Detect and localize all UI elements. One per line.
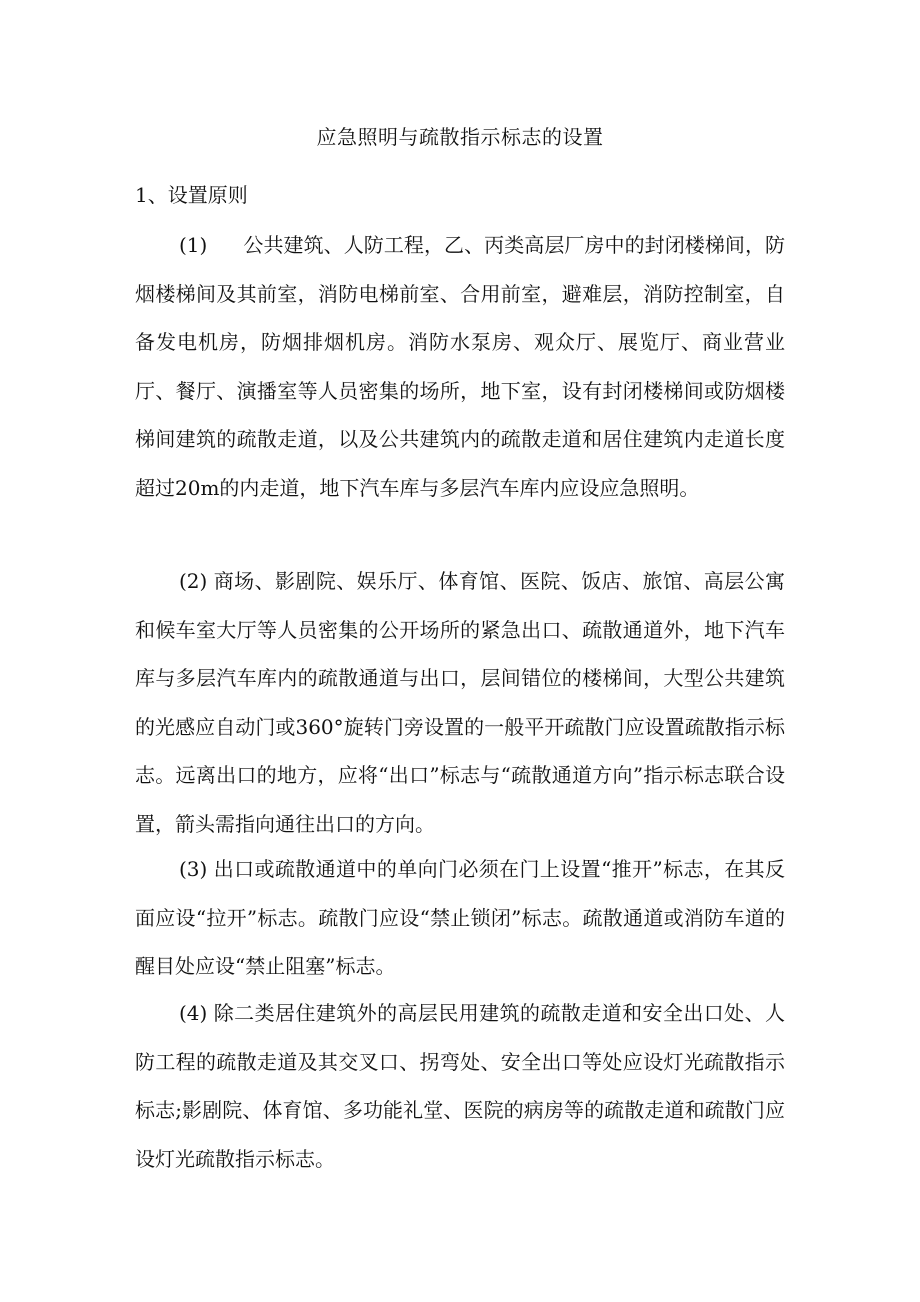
paragraph-number: (3) (179, 857, 208, 881)
paragraph-1 (135, 221, 785, 513)
paragraph-number: (2) (179, 569, 208, 593)
paragraph-3 (135, 845, 785, 991)
paragraph-text: 出口或疏散通道中的单向门必须在门上设置“推开”标志，在其反面应设“拉开”标志。疏散门应设“禁止锁闭”标志。疏散通道或消防车道的醒目处应设“禁止阻塞”标志。 (135, 857, 785, 979)
document-title: 应急照明与疏散指示标志的设置 (316, 125, 604, 149)
paragraph-text: 商场、影剧院、娱乐厅、体育馆、医院、饭店、旅馆、高层公寓和候车室大厅等人员密集的公开场所的紧急出口、疏散通道外，地下汽车库与多层汽车库内的疏散通道与出口，层间错位的楼梯间，大型公共建筑的光感应自动门或360°旋转门旁设置的一般平开疏散门应设置疏散指示标志。远离出口的地方，应将“出口”标志与“疏散通道方向”指示标志联合设置，箭头需指向通往出口的方向。 (135, 569, 785, 836)
section-heading: 1、设置原则 (135, 183, 248, 207)
paragraph-number: (1) (179, 233, 208, 257)
paragraph-2 (135, 557, 785, 849)
paragraph-4 (135, 989, 785, 1183)
paragraph-number: (4) (179, 1001, 208, 1025)
paragraph-text: 除二类居住建筑外的高层民用建筑的疏散走道和安全出口处、人防工程的疏散走道及其交叉口、拐弯处、安全出口等处应设灯光疏散指示标志;影剧院、体育馆、多功能礼堂、医院的病房等的疏散走道和疏散门应设灯光疏散指示标志。 (135, 1001, 785, 1171)
paragraph-text: 公共建筑、人防工程，乙、丙类高层厂房中的封闭楼梯间，防烟楼梯间及其前室，消防电梯前室、合用前室，避难层，消防控制室，自备发电机房，防烟排烟机房。消防水泵房、观众厅、展览厅、商业营业厅、餐厅、演播室等人员密集的场所，地下室，设有封闭楼梯间或防烟楼梯间建筑的疏散走道，以及公共建筑内的疏散走道和居住建筑内走道长度超过20m的内走道，地下汽车库与多层汽车库内应设应急照明。 (135, 233, 785, 500)
